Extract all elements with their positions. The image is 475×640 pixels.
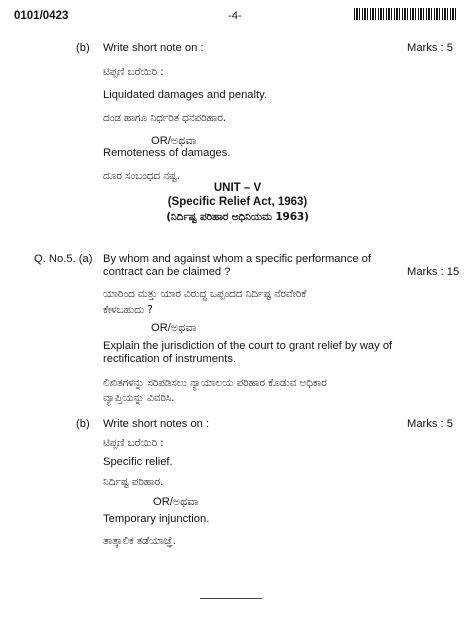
option-text: Remoteness of damages. (103, 147, 231, 159)
question-text-kannada: ಲಿಖಿತಗಳನ್ನು ಸರಿಪಡಿಸಲು ನ್ಯಾಯಾಲಯ ಪರಿಹಾರ ಕೊಡುವ ಅಧಿಕಾರ (103, 377, 327, 389)
question-label: (b) (76, 42, 90, 54)
option-text-kannada: ತಾತ್ಕಾಲಿಕ ತಡೆಯಾಜ್ಞೆ. (103, 535, 176, 547)
question-text: Write short note on : (103, 42, 204, 54)
marks-label: Marks : 5 (407, 418, 454, 430)
question-text-kannada: ಟಿಪ್ಪಣಿ ಬರೆಯಿರಿ : (103, 66, 164, 78)
paper-code: 0101/0423 (14, 10, 69, 22)
option-text: Temporary injunction. (103, 513, 210, 525)
option-text-kannada: ದಂಡ ಹಾಗೂ ನಿರ್ಧರಿತ ಧನಪರಿಹಾರ. (103, 112, 226, 124)
option-text: Specific relief. (103, 456, 173, 468)
page-number: -4- (228, 10, 242, 22)
or-divider: OR/ಅಥವಾ (153, 496, 199, 508)
or-divider: OR/ಅಥವಾ (151, 322, 197, 334)
option-text-kannada: ದೂರ ಸಂಬಂಧದ ನಷ್ಟ. (103, 170, 180, 182)
question-text-kannada: ಟಿಪ್ಪಣಿ ಬರೆಯಿರಿ : (103, 437, 164, 449)
question-label: (b) (76, 418, 90, 430)
question-text: Explain the jurisdiction of the court to grant relief by way of (103, 340, 393, 352)
unit-title: UNIT – V (213, 182, 262, 194)
unit-subtitle-kannada: (ನಿರ್ದಿಷ್ಟ ಪರಿಹಾರ ಅಧಿನಿಯಮ 1963) (166, 211, 309, 223)
question-text-kannada: ವ್ಯಾಪ್ತಿಯನ್ನು ವಿವರಿಸಿ. (103, 392, 175, 404)
question-text-kannada: ಕೇಳಬಹುದು ? (103, 304, 153, 316)
marks-label: Marks : 15 (407, 266, 460, 278)
marks-label: Marks : 5 (407, 42, 454, 54)
barcode (354, 8, 458, 20)
option-text-kannada: ನಿರ್ದಿಷ್ಟ ಪರಿಹಾರ. (103, 476, 164, 488)
question-text: rectification of instruments. (103, 353, 237, 365)
question-text: By whom and against whom a specific performance of (103, 253, 372, 265)
unit-subtitle: (Specific Relief Act, 1963) (167, 196, 308, 208)
end-rule (200, 598, 262, 599)
question-text-kannada: ಯಾರಿಂದ ಮತ್ತು ಯಾರ ವಿರುದ್ಧ ಒಪ್ಪಂದದ ನಿರ್ದಿಷ್ಟ ನೆರವೇರಿಕೆ (103, 288, 307, 300)
question-text: contract can be claimed ? (103, 266, 231, 278)
question-label: Q. No.5. (a) (34, 253, 93, 265)
option-text: Liquidated damages and penalty. (103, 89, 267, 101)
or-divider: OR/ಅಥವಾ (151, 135, 197, 147)
question-text: Write short notes on : (103, 418, 210, 430)
